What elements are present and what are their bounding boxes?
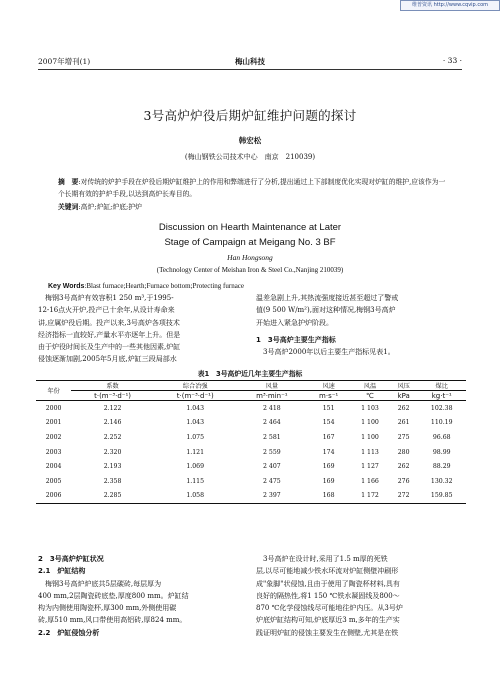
table-cell: 2.122	[103, 404, 122, 412]
english-title-line-1: Discussion on Hearth Maintenance at Later	[158, 222, 342, 233]
table-cell: 1.043	[186, 404, 205, 412]
table-row	[36, 489, 466, 504]
column-header: 风量	[237, 381, 308, 391]
table-cell: 159.85	[417, 489, 466, 504]
column-header: 风速	[307, 381, 350, 391]
table-cell: 262	[397, 404, 410, 412]
table-cell: 169	[322, 463, 335, 471]
text-line: 炉底炉缸结构可知,炉底厚近3 m,多年的生产实	[256, 616, 400, 625]
table-cell: 1.115	[186, 477, 205, 485]
english-keywords-label: Key Words	[48, 283, 85, 290]
table-cell: 2.146	[103, 419, 122, 427]
column-unit: t·(m⁻³·d⁻¹)	[71, 391, 154, 401]
table-cell: 261	[397, 419, 410, 427]
column-header: 风压	[390, 381, 418, 391]
table-cell: 1.075	[186, 433, 205, 441]
text-line: 良好的隔热性,将1 150 ℃铁水凝固线及800～	[256, 591, 400, 600]
english-keywords	[48, 282, 458, 290]
table-cell: 2001	[45, 419, 62, 427]
table-row	[36, 401, 466, 416]
journal-name: 梅山科技	[235, 57, 265, 66]
table-row	[36, 445, 466, 460]
table-cell: 2 397	[237, 489, 308, 504]
section-1-text: 3号高炉2000年以后主要生产指标见表1。	[256, 348, 395, 357]
table-cell: 174	[322, 448, 335, 456]
text-line: 值(9 500 W/m²),面对这种情况,梅钢3号高炉	[256, 306, 396, 315]
text-line: 400 mm,2层陶瓷砖底垫,厚度800 mm。炉缸结	[38, 591, 189, 600]
table-cell: 275	[397, 433, 410, 441]
column-unit: m³·min⁻¹	[237, 391, 308, 401]
column-header: 综合冶强	[154, 381, 237, 391]
text-line: 构为内侧使用陶瓷杯,厚300 mm,外侧使用碳	[38, 604, 177, 613]
table-cell: 98.99	[432, 448, 451, 456]
table-cell: 2006	[36, 489, 71, 504]
table-cell: 2.252	[103, 433, 122, 441]
table-cell: 2 464	[262, 419, 281, 427]
text-line: 成"象脚"状侵蚀,且由于使用了陶瓷杯材料,具有	[256, 579, 400, 588]
table-row	[36, 459, 466, 474]
table-cell: 262	[397, 463, 410, 471]
table-row	[36, 474, 466, 489]
text-line: 870 ℃化学侵蚀线尽可能地往炉内压。从3号炉	[256, 604, 403, 613]
column-header: 风温	[350, 381, 390, 391]
column-unit: ℃	[350, 391, 390, 401]
production-indicators-table	[36, 380, 466, 504]
column-unit: kg·t⁻¹	[417, 391, 466, 401]
section-2-2-heading: 2.2 炉缸侵蚀分析	[38, 628, 100, 637]
table-cell: 2 407	[262, 463, 281, 471]
section-1-heading: 1 3号高炉主要生产指标	[256, 335, 336, 344]
table-cell: 1 100	[361, 419, 379, 427]
table-cell: 154	[322, 419, 335, 427]
text-line: 讲,应属炉役后期。投产以来,3号高炉各项技术	[38, 318, 180, 327]
keywords-label: 关键词	[58, 203, 79, 211]
table-cell: 1.069	[186, 463, 205, 471]
author: 韩宏松	[238, 136, 262, 145]
abstract-label: 摘 要	[58, 178, 79, 186]
text-line: 砖,厚510 mm,风口带使用高铝砖,厚824 mm。	[38, 616, 187, 625]
table-cell: 2003	[45, 448, 62, 456]
table-cell: 2002	[45, 433, 62, 441]
table-cell: 2 581	[262, 433, 281, 441]
text-line: 梅钢3号高炉炉底共5层碳砖,每层厚为	[38, 579, 162, 588]
text-line: 12-16点火开炉,投产已十余年,从设计寿命来	[38, 306, 175, 315]
paper-title: 3号高炉炉役后期炉缸维护问题的探讨	[143, 108, 357, 123]
abstract	[58, 177, 446, 200]
table-cell: 2.285	[71, 489, 154, 504]
table-cell: 2.320	[103, 448, 122, 456]
text-line: 由于炉役时间长及生产中的一些其他因素,炉缸	[38, 343, 181, 352]
table-cell: 2.193	[103, 463, 122, 471]
intro-right-column	[256, 292, 462, 358]
table-cell: 1.043	[186, 419, 205, 427]
section-2-left-column	[38, 553, 244, 639]
english-author: Han Hongsong	[227, 253, 273, 262]
page-number: · 33 ·	[442, 56, 462, 65]
table-cell: 1 127	[361, 463, 379, 471]
english-title	[0, 220, 500, 250]
table-cell: 102.38	[430, 404, 453, 412]
text-line: 3号高炉在设计时,采用了1.5 m厚的死铁	[256, 555, 388, 563]
table-cell: 167	[322, 433, 335, 441]
table-cell: 2 559	[262, 448, 281, 456]
table-cell: 168	[307, 489, 350, 504]
column-header: 系数	[71, 381, 154, 391]
table-cell: 110.19	[430, 419, 453, 427]
table-cell: 2004	[45, 463, 62, 471]
keywords	[58, 201, 446, 211]
english-title-line-2: Stage of Campaign at Meigang No. 3 BF	[164, 237, 336, 248]
intro-left-column	[38, 292, 244, 366]
column-header: 煤比	[417, 381, 466, 391]
table-cell: 1.121	[186, 448, 205, 456]
table-cell: 280	[397, 448, 410, 456]
text-line: 梅钢3号高炉有效容积1 250 m³,于1995-	[38, 294, 174, 302]
table-cell: 151	[322, 404, 335, 412]
section-2-1-heading: 2.1 炉缸结构	[38, 567, 86, 576]
table-cell: 1 166	[361, 477, 379, 485]
affiliation: (梅山钢铁公司技术中心 南京 210039)	[184, 153, 316, 161]
table-cell: 1 103	[361, 404, 379, 412]
column-unit: m·s⁻¹	[307, 391, 350, 401]
table-cell: 1 172	[350, 489, 390, 504]
table-cell: 96.68	[432, 433, 451, 441]
text-line: 践证明炉缸的侵蚀主要发生在侧壁,尤其是在铁	[256, 628, 399, 637]
table-cell: 2005	[45, 477, 62, 485]
section-2-heading: 2 3号高炉炉缸状况	[38, 555, 104, 563]
section-2-right-column	[256, 553, 462, 639]
text-line: 经济指标一直较好,产量水平亦逐年上升。但是	[38, 330, 181, 339]
column-unit: kPa	[390, 391, 418, 401]
watermark-badge[interactable]: 维普资讯 http://www.cqvip.com	[400, 0, 500, 11]
english-affiliation: (Technology Center of Meishan Iron & Steel Co.,Nanjing 210039)	[156, 266, 344, 274]
table-row	[36, 416, 466, 431]
keywords-text: :高炉;炉缸;炉底;护炉	[78, 203, 142, 211]
running-header	[38, 56, 462, 68]
header-rule	[38, 69, 462, 70]
journal-issue: 2007年增刊(1)	[38, 57, 91, 66]
column-unit: t·(m⁻³·d⁻¹)	[154, 391, 237, 401]
english-keywords-text: :Blast furnace;Hearth;Furnace bottom;Protecting furnace	[84, 282, 245, 290]
text-line: 开始进入紧急护炉阶段。	[256, 318, 333, 327]
table-cell: 272	[390, 489, 418, 504]
text-line: 层,以尽可能地减少铁水环流对炉缸侧壁冲刷形	[256, 567, 399, 576]
table-cell: 2 475	[262, 477, 281, 485]
table-cell: 2.358	[103, 477, 122, 485]
table-cell: 1 113	[361, 448, 379, 456]
text-line: 温差急剧上升,其热流强度接近甚至超过了警戒	[256, 294, 399, 302]
table-cell: 1 100	[361, 433, 379, 441]
table-cell: 2000	[45, 404, 62, 412]
table-cell: 276	[397, 477, 410, 485]
column-header-year: 年份	[36, 381, 71, 401]
table-cell: 2 418	[262, 404, 281, 412]
table-cell: 169	[322, 477, 335, 485]
table-cell: 88.29	[432, 463, 451, 471]
table-cell: 130.32	[430, 477, 453, 485]
abstract-text: :对传统的炉护手段在炉役后期炉缸维护上的作用和弊端进行了分析,提出通过上下部制度优化实现对炉缸的维护,应该作为一个长期有效的护炉手段,以达到高炉长寿目的。	[58, 178, 446, 198]
table-cell: 1.058	[154, 489, 237, 504]
text-line: 侵蚀逐渐加剧,2005年5月底,炉缸三段局部水	[38, 355, 177, 364]
table-row	[36, 430, 466, 445]
table-caption: 表1 3号高炉近几年主要生产指标	[197, 370, 303, 378]
